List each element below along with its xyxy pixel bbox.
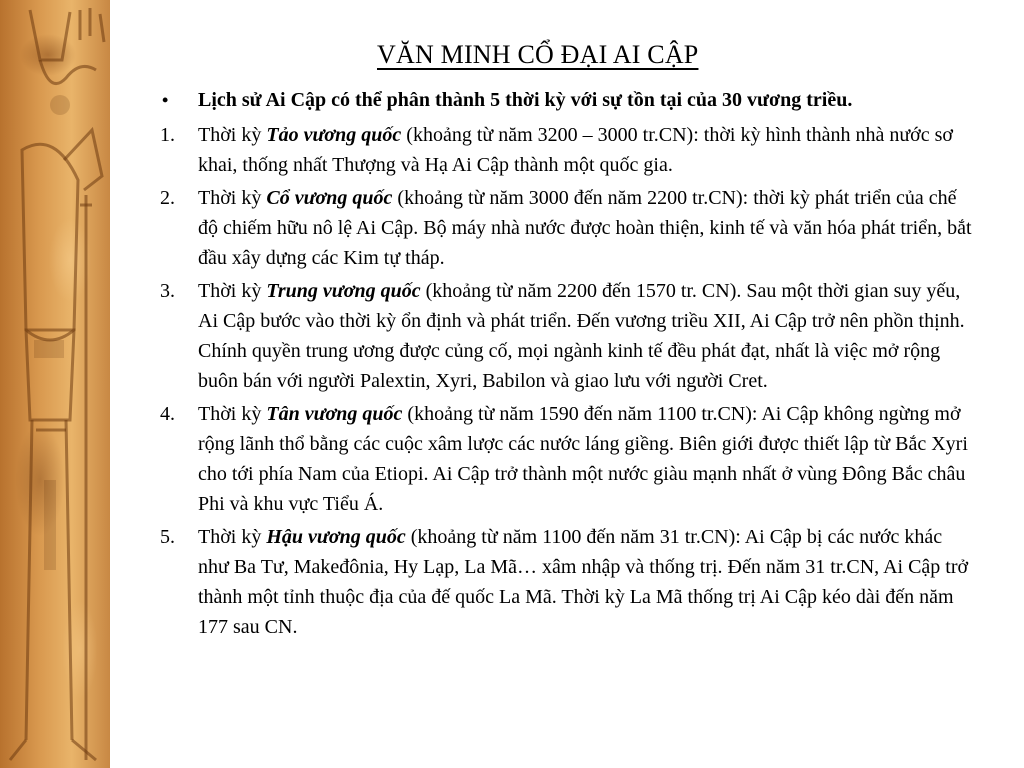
period-name: Tân vương quốc	[266, 403, 403, 425]
list-number: 5.	[160, 526, 175, 548]
period-item	[160, 276, 975, 396]
relief-figure-icon	[0, 0, 110, 768]
period-description: (khoảng từ năm 3200 – 3000 tr.CN): thời kỳ hình thành nhà nước sơ khai, thống nhất Thượng và Hạ Ai Cập thành một quốc gia.	[198, 124, 953, 176]
period-item	[160, 522, 975, 642]
period-description: (khoảng từ năm 2200 đến 1570 tr. CN). Sau một thời gian suy yếu, Ai Cập bước vào thời kỳ ổn định và phát triển. Đến vương triều XII, Ai Cập trở nên phồn thịnh. Chính quyền trung ương được củng cố, mọi ngành kinh tế đều phát đạt, nhất là việc mở rộng buôn bán với người Palextin, Xyri, Babilon và giao lưu với người Cret.	[198, 280, 965, 392]
period-description: (khoảng từ năm 1100 đến năm 31 tr.CN): Ai Cập bị các nước khác như Ba Tư, Makeđônia, Hy Lạp, La Mã… xâm nhập và thống trị. Đến năm 31 tr.CN, Ai Cập trở thành một tỉnh thuộc địa của đế quốc La Mã. Thời kỳ La Mã thống trị Ai Cập kéo dài đến năm 177 sau CN.	[198, 526, 969, 638]
content-list	[160, 85, 975, 645]
bullet-marker: •	[162, 90, 169, 110]
period-description: (khoảng từ năm 3000 đến năm 2200 tr.CN): thời kỳ phát triển của chế độ chiếm hữu nô lệ Ai Cập. Bộ máy nhà nước được hoàn thiện, kinh tế và văn hóa phát triển, bắt đầu xây dựng các Kim tự tháp.	[198, 187, 972, 269]
egyptian-relief-image	[0, 0, 110, 768]
list-number: 3.	[160, 280, 175, 302]
list-number: 2.	[160, 187, 175, 209]
period-prefix: Thời kỳ	[198, 187, 267, 209]
period-name: Cổ vương quốc	[266, 187, 393, 209]
period-prefix: Thời kỳ	[198, 403, 267, 425]
list-number: 1.	[160, 124, 175, 146]
period-item	[160, 183, 975, 273]
period-name: Tảo vương quốc	[266, 124, 402, 146]
list-number: 4.	[160, 403, 175, 425]
period-prefix: Thời kỳ	[198, 280, 267, 302]
period-prefix: Thời kỳ	[198, 124, 267, 146]
period-name: Trung vương quốc	[266, 280, 421, 302]
period-description: (khoảng từ năm 1590 đến năm 1100 tr.CN): Ai Cập không ngừng mở rộng lãnh thổ bằng các cuộc xâm lược các nước láng giềng. Biên giới được thiết lập từ Bắc Xyri cho tới phía Nam của Etiopi. Ai Cập trở thành một nước giàu mạnh nhất ở vùng Đông Bắc châu Phi và khu vực Tiểu Á.	[198, 403, 968, 515]
period-item	[160, 399, 975, 519]
intro-bullet	[160, 85, 975, 115]
intro-text: Lịch sử Ai Cập có thể phân thành 5 thời kỳ với sự tồn tại của 30 vương triều.	[198, 89, 853, 111]
period-item	[160, 120, 975, 180]
period-prefix: Thời kỳ	[198, 526, 267, 548]
slide-title: VĂN MINH CỔ ĐẠI AI CẬP	[377, 40, 699, 69]
period-name: Hậu vương quốc	[266, 526, 406, 548]
